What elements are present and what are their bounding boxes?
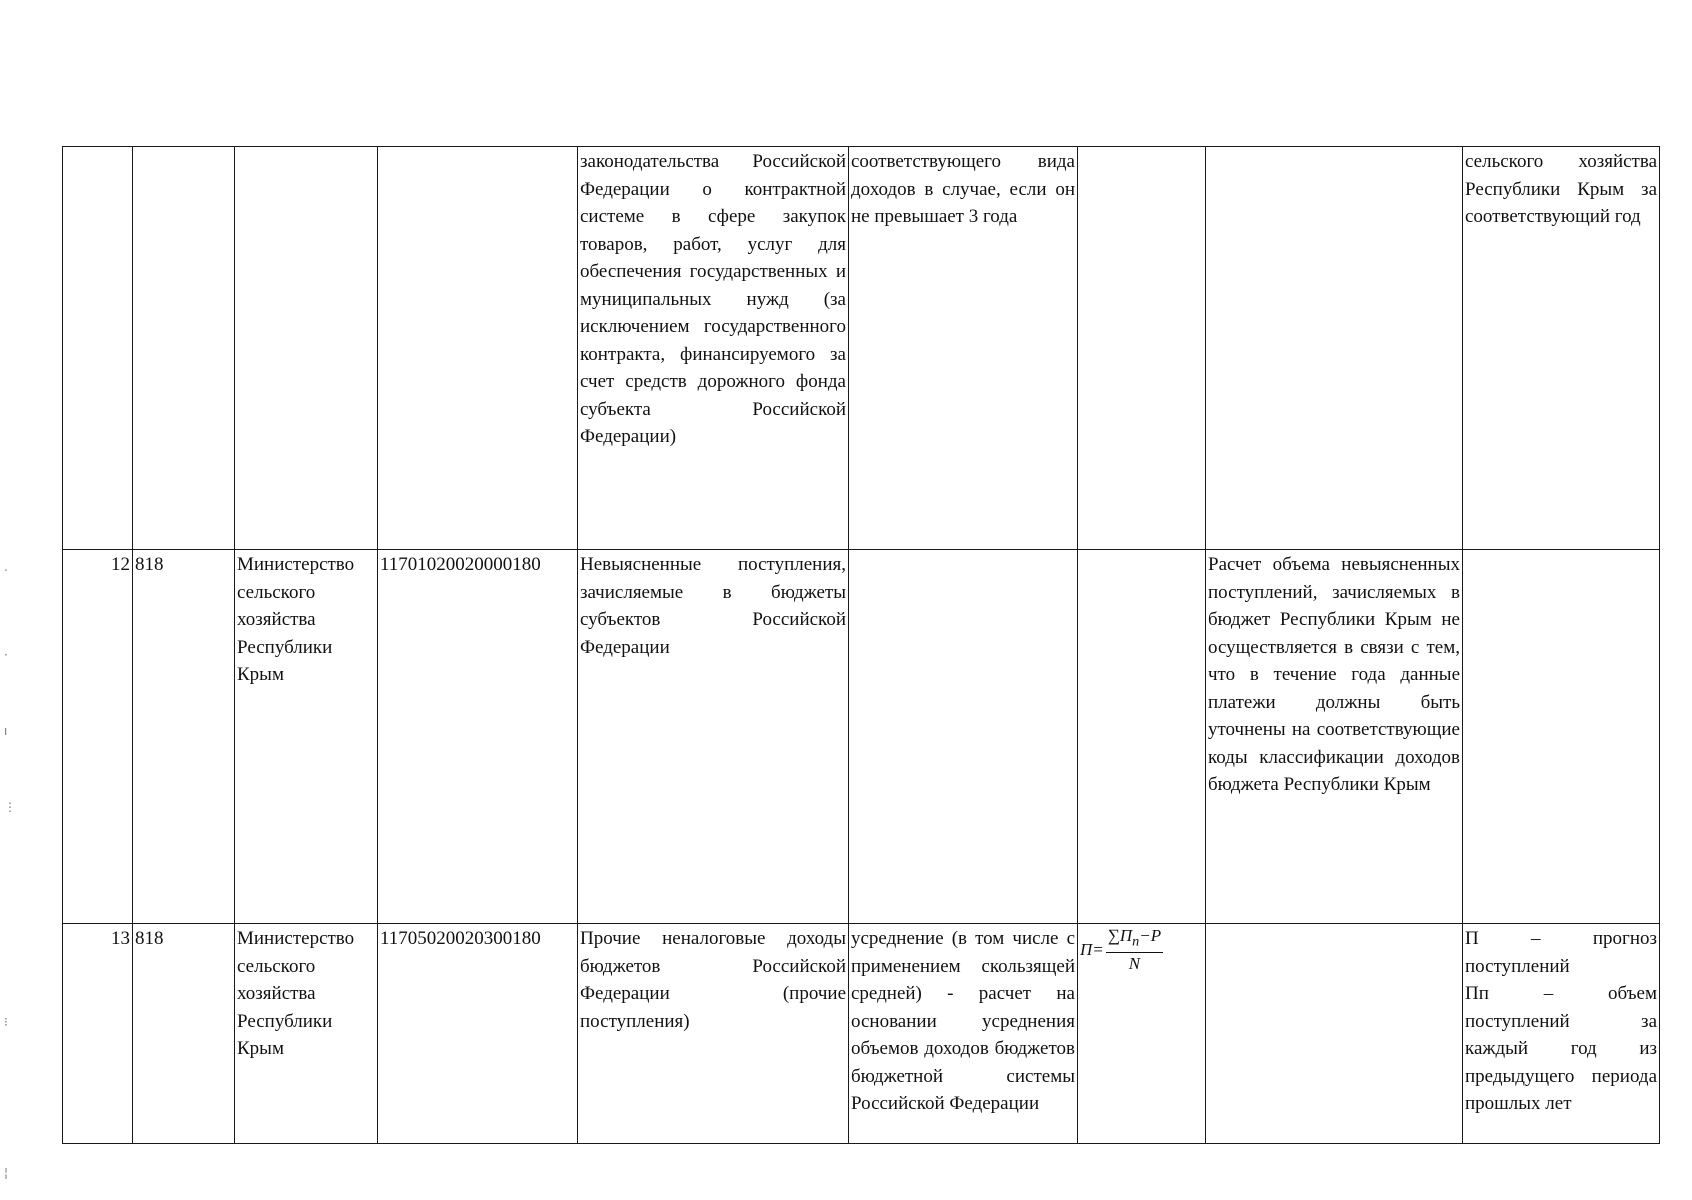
formula-denominator: N [1128, 954, 1141, 974]
cell-admin-code: 818 [133, 924, 235, 1144]
table-row [63, 147, 1660, 550]
cell-revenue-name: Прочие неналоговые доходы бюджетов Российской Федерации (прочие поступления) [578, 924, 849, 1144]
cell-algorithm [1206, 147, 1463, 550]
cell-admin-name: Министерство сельского хозяйства Республики Крым [235, 924, 378, 1144]
cell-formula [1078, 924, 1206, 1144]
cell-index: 12 [63, 550, 133, 924]
formula-sum: ∑П [1107, 926, 1133, 945]
formula-subscript: n [1132, 933, 1140, 950]
cell-index [63, 147, 133, 550]
cell-indicators: П – прогноз поступлений Пп – объем поступлений за каждый год из предыдущего периода прошлых лет [1463, 924, 1660, 1144]
cell-revenue-name: законодательства Российской Федерации о контрактной системе в сфере закупок товаров, работ, услуг для обеспечения государственных и муниципальных нужд (за исключением государственного контракта, финансируемого за счет средств дорожного фонда субъекта Российской Федерации) [578, 147, 849, 550]
cell-admin-name [235, 147, 378, 550]
formula-lhs: П= [1080, 940, 1104, 960]
revenue-forecast-table [62, 146, 1660, 1144]
cell-admin-code [133, 147, 235, 550]
cell-admin-name: Министерство сельского хозяйства Республики Крым [235, 550, 378, 924]
margin-mark: . [4, 560, 8, 574]
forecast-formula [1080, 925, 1203, 975]
cell-revenue-name: Невыясненные поступления, зачисляемые в бюджеты субъектов Российской Федерации [578, 550, 849, 924]
cell-method: усреднение (в том числе с применением скользящей средней) - расчет на основании усреднения объемов доходов бюджетов бюджетной системы Российской Федерации [849, 924, 1078, 1144]
margin-mark: · [4, 648, 8, 662]
cell-indicators: сельского хозяйства Республики Крым за соответствующий год [1463, 147, 1660, 550]
margin-mark: ⁝ [4, 1015, 8, 1029]
margin-mark: ¦ [4, 1166, 9, 1180]
cell-kbk [378, 147, 578, 550]
margin-mark: ⋮ [4, 800, 16, 814]
cell-algorithm: Расчет объема невыясненных поступлений, зачисляемых в бюджет Республики Крым не осуществляется в связи с тем, что в течение года данные платежи должны быть уточнены на соответствующие коды классификации доходов бюджета Республики Крым [1206, 550, 1463, 924]
margin-mark: ı [4, 724, 8, 738]
cell-index: 13 [63, 924, 133, 1144]
formula-numerator [1106, 925, 1163, 953]
cell-method [849, 550, 1078, 924]
cell-method: соответствующего вида доходов в случае, если он не превышает 3 года [849, 147, 1078, 550]
cell-kbk: 11705020020300180 [378, 924, 578, 1144]
formula-fraction [1106, 925, 1163, 975]
cell-formula [1078, 550, 1206, 924]
cell-formula [1078, 147, 1206, 550]
cell-indicators [1463, 550, 1660, 924]
formula-minus-p: −P [1139, 926, 1162, 945]
table-row [63, 550, 1660, 924]
cell-admin-code: 818 [133, 550, 235, 924]
cell-kbk: 11701020020000180 [378, 550, 578, 924]
table-row [63, 924, 1660, 1144]
cell-algorithm [1206, 924, 1463, 1144]
